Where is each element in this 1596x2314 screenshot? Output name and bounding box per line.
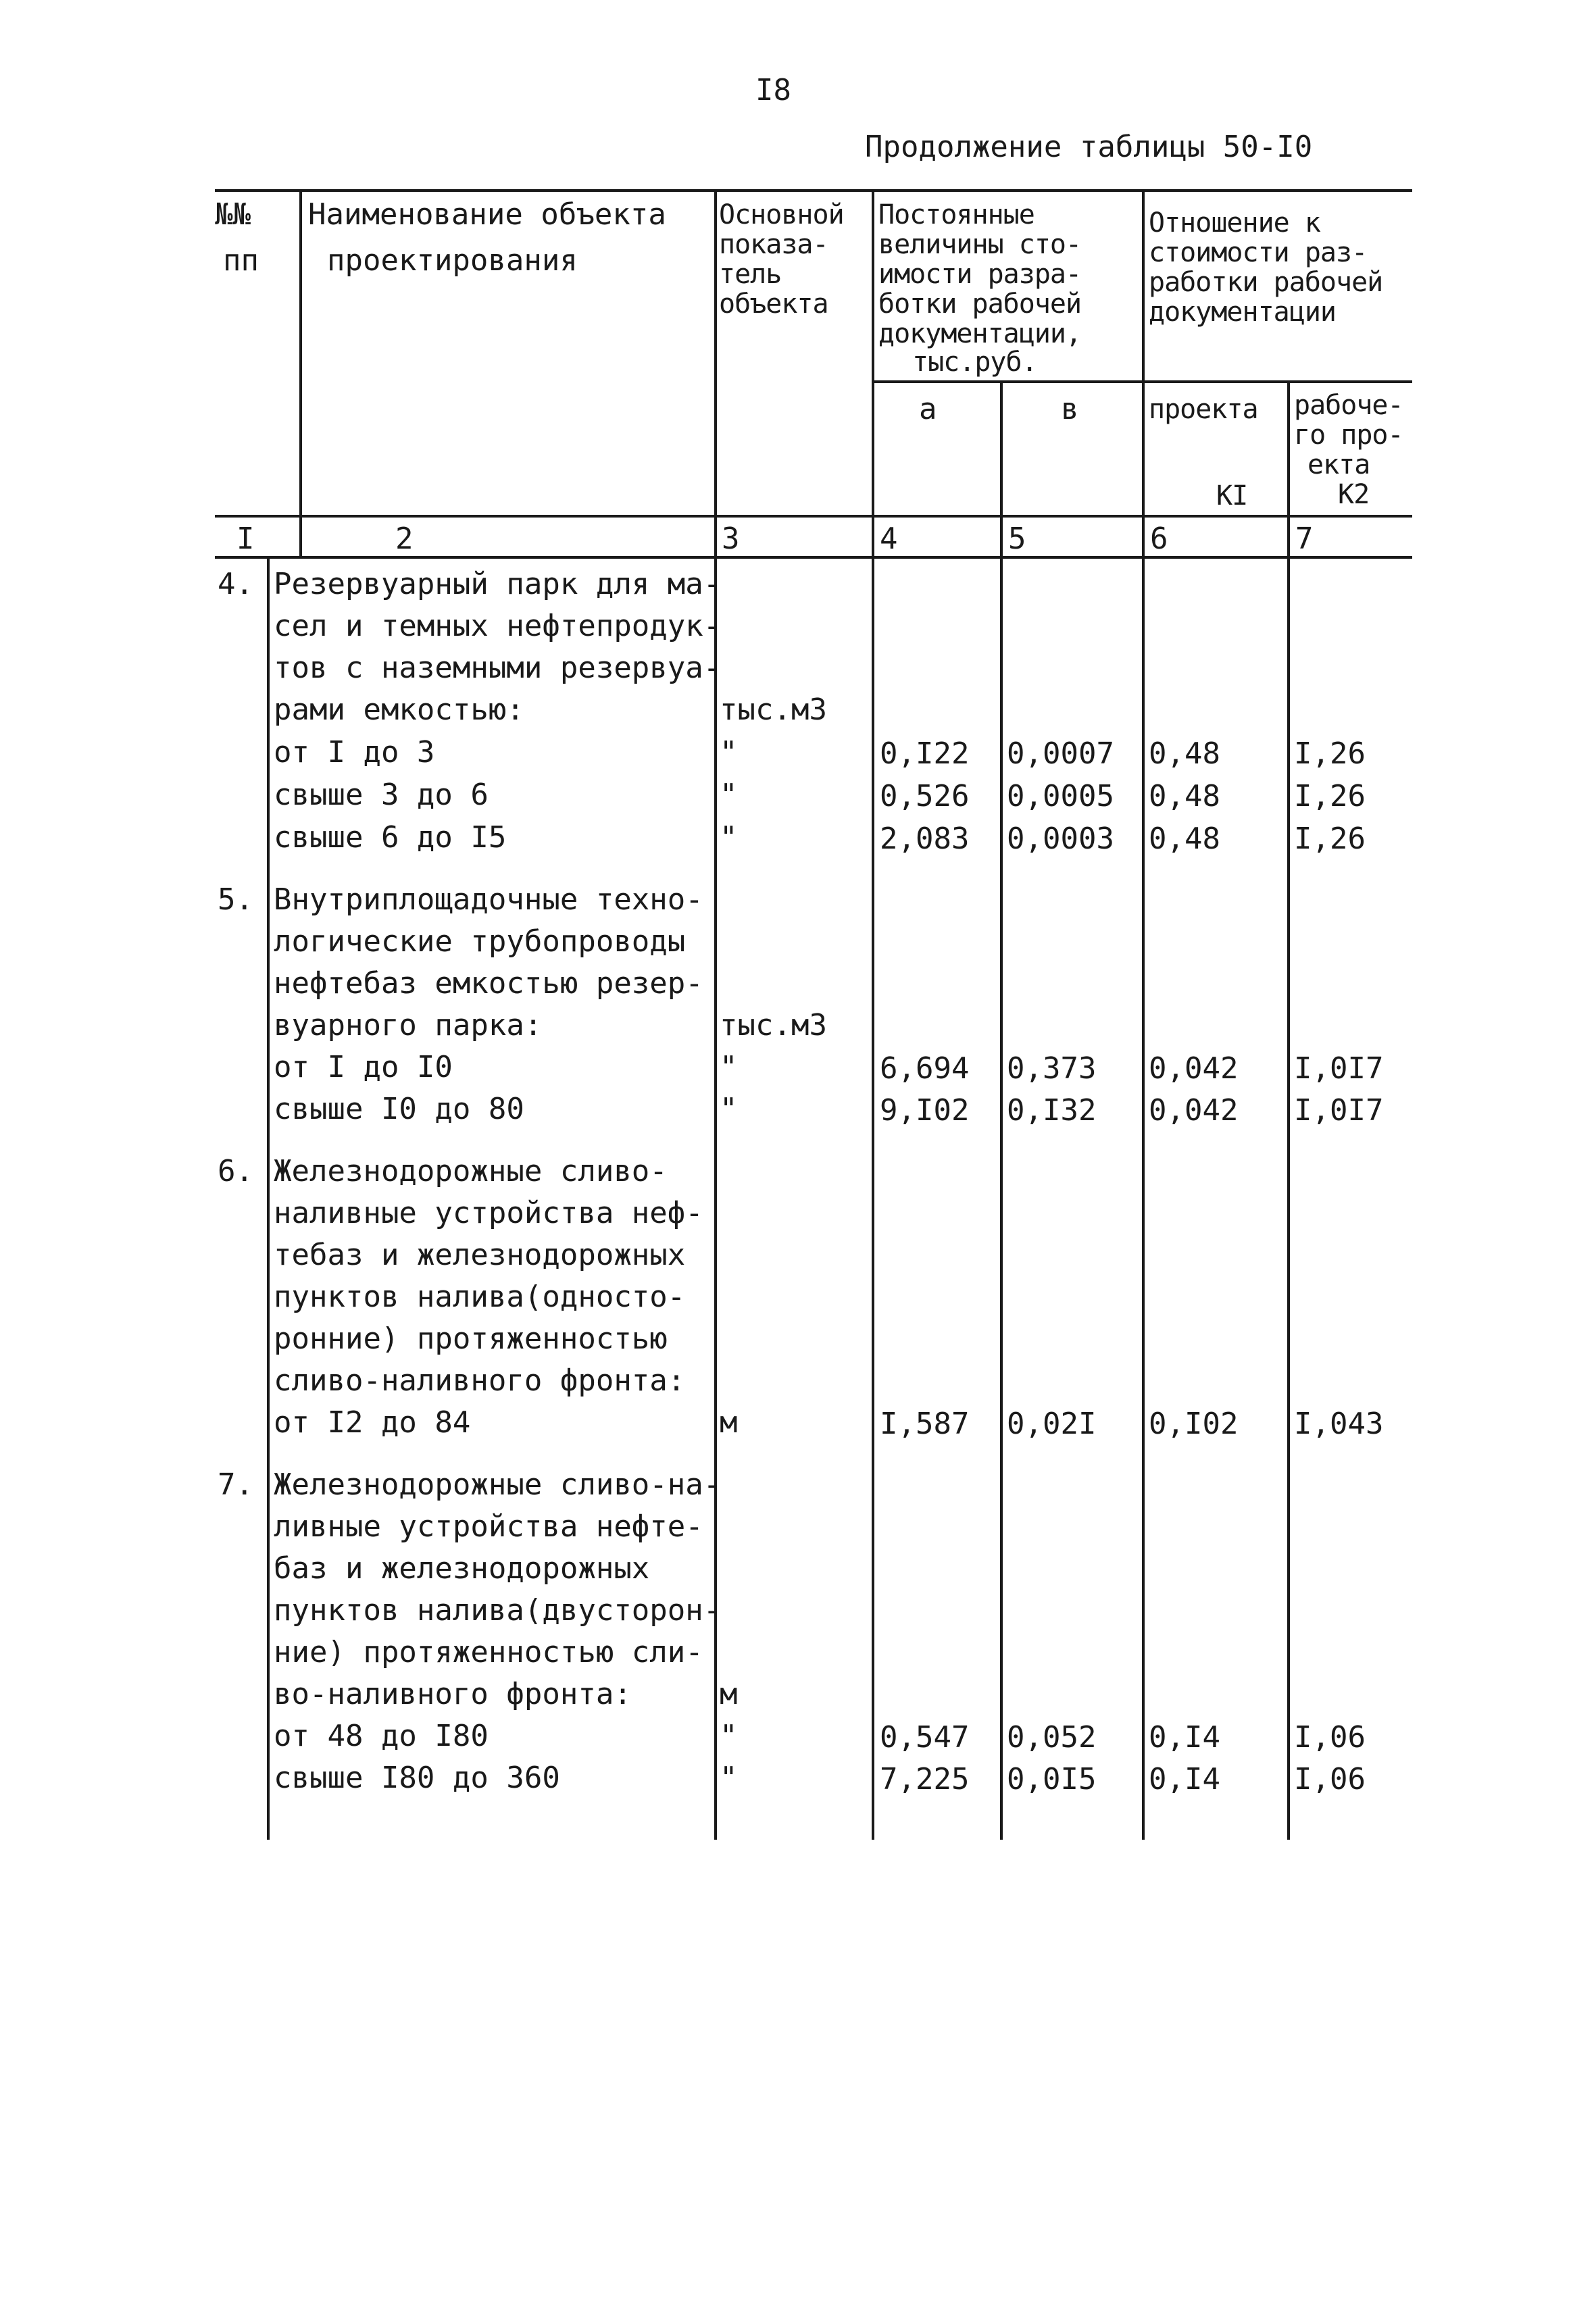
colnum-2: 2 (395, 522, 414, 556)
subrow-name: свыше I80 до 360 (274, 1761, 560, 1795)
header-col2-line1: Наименование объекта (308, 197, 666, 232)
header-col45-line1: Постоянные (878, 199, 1034, 230)
subrow-name: от 48 до I80 (274, 1719, 489, 1753)
value-k2: I,0I7 (1294, 1051, 1384, 1086)
header-col6-line2: КI (1216, 480, 1248, 511)
subrow-name: свыше 6 до I5 (274, 820, 507, 855)
header-col45-line4: ботки рабочей (878, 288, 1082, 320)
value-a: I,587 (880, 1407, 970, 1441)
row-number: 7. (218, 1467, 253, 1502)
value-k1: 0,I4 (1149, 1762, 1220, 1796)
row-name-line: Внутриплощадочные техно- (274, 882, 703, 917)
header-col67-line3: работки рабочей (1149, 267, 1383, 298)
header-col45-line3: имости разра- (878, 259, 1082, 290)
value-k1: 0,042 (1149, 1093, 1239, 1128)
value-b: 0,0005 (1007, 779, 1114, 813)
row-name-line: ливные устройства нефте- (274, 1509, 703, 1544)
colnum-7: 7 (1295, 522, 1314, 556)
value-k1: 0,48 (1149, 736, 1220, 771)
value-k2: I,26 (1294, 779, 1366, 813)
row-number: 5. (218, 882, 253, 917)
subrow-name: от I до I0 (274, 1050, 453, 1084)
row-name-line: нефтебаз емкостью резер- (274, 966, 703, 1001)
row-name-line: ние) протяженностью сли- (274, 1635, 703, 1669)
header-col5-b: в (1061, 392, 1079, 426)
header-col7-line4: К2 (1338, 479, 1370, 510)
value-k1: 0,48 (1149, 779, 1220, 813)
value-b: 0,0003 (1007, 822, 1114, 856)
row-name-line: Резервуарный парк для ма- (274, 567, 722, 601)
colnum-4: 4 (880, 522, 898, 556)
value-k2: I,26 (1294, 736, 1366, 771)
header-col45-line5: документации, (878, 318, 1082, 349)
table-continuation-caption: Продолжение таблицы 50-I0 (865, 130, 1313, 164)
value-b: 0,02I (1007, 1407, 1097, 1441)
row-number: 4. (218, 567, 253, 601)
row-name-line: ронние) протяженностью (274, 1322, 668, 1356)
value-a: 9,I02 (880, 1093, 970, 1128)
header-col7-line3: екта (1307, 449, 1370, 480)
header-col3-line1: Основной (719, 199, 844, 230)
row-name-line: сливо-наливного фронта: (274, 1363, 686, 1398)
colnum-6: 6 (1150, 522, 1168, 556)
value-b: 0,0I5 (1007, 1762, 1097, 1796)
header-col3-line2: показа- (719, 229, 828, 260)
colnum-1: I (236, 522, 255, 556)
subrow-unit: " (720, 820, 738, 855)
row-name-line: наливные устройства неф- (274, 1196, 703, 1230)
header-col2-line2: проектирования (327, 243, 578, 278)
row-unit: тыс.м3 (720, 693, 827, 727)
subrow-unit: " (720, 1050, 738, 1084)
row-name-line: пунктов налива(односто- (274, 1280, 686, 1314)
row-name-line: сел и темных нефтепродук- (274, 609, 722, 643)
value-a: 6,694 (880, 1051, 970, 1086)
row-number: 6. (218, 1154, 253, 1188)
row-unit: м (720, 1677, 738, 1711)
subrow-name: от I2 до 84 (274, 1405, 471, 1440)
row-name-line: Железнодорожные сливо-на- (274, 1467, 722, 1502)
row-unit: тыс.м3 (720, 1008, 827, 1042)
row-name-line: тебаз и железнодорожных (274, 1238, 686, 1272)
value-k2: I,0I7 (1294, 1093, 1384, 1128)
header-col4-a: а (919, 392, 937, 426)
value-k1: 0,042 (1149, 1051, 1239, 1086)
subrow-name: свыше 3 до 6 (274, 778, 489, 812)
header-col67-line4: документации (1149, 297, 1336, 328)
value-a: 2,083 (880, 822, 970, 856)
row-name-line: Железнодорожные сливо- (274, 1154, 668, 1188)
subrow-name: от I до 3 (274, 735, 435, 770)
colnum-3: 3 (722, 522, 740, 556)
row-name-line: во-наливного фронта: (274, 1677, 632, 1711)
value-k2: I,06 (1294, 1720, 1366, 1755)
value-k1: 0,I02 (1149, 1407, 1239, 1441)
header-col3-line3: тель (719, 259, 782, 290)
row-name-line: тов с наземными резервуа- (274, 651, 722, 685)
subrow-name: свыше I0 до 80 (274, 1092, 524, 1126)
subrow-unit: м (720, 1405, 738, 1440)
header-col7-line2: го про- (1294, 420, 1403, 451)
header-col67-line1: Отношение к (1149, 207, 1320, 238)
page-number: I8 (755, 73, 791, 107)
colnum-5: 5 (1008, 522, 1026, 556)
value-k1: 0,48 (1149, 822, 1220, 856)
value-k2: I,043 (1294, 1407, 1384, 1441)
subrow-unit: " (720, 778, 738, 812)
subrow-unit: " (720, 1092, 738, 1126)
row-name-line: логические трубопроводы (274, 924, 686, 959)
header-col45-line2: величины сто- (878, 229, 1082, 260)
subrow-unit: " (720, 1719, 738, 1753)
header-col1-line2: пп (223, 243, 259, 278)
value-b: 0,052 (1007, 1720, 1097, 1755)
header-col67-line2: стоимости раз- (1149, 237, 1368, 268)
row-name-line: пунктов налива(двусторон- (274, 1593, 722, 1628)
header-col6-line1: проекта (1149, 394, 1258, 425)
header-col45-line6: тыс.руб. (912, 347, 1037, 378)
subrow-unit: " (720, 1761, 738, 1795)
value-k2: I,26 (1294, 822, 1366, 856)
value-b: 0,0007 (1007, 736, 1114, 771)
header-col3-line4: объекта (719, 288, 828, 320)
subrow-unit: " (720, 735, 738, 770)
value-a: 0,547 (880, 1720, 970, 1755)
value-b: 0,373 (1007, 1051, 1097, 1086)
value-a: 0,526 (880, 779, 970, 813)
header-col1-line1: №№ (215, 197, 251, 232)
row-name-line: вуарного парка: (274, 1008, 543, 1042)
value-b: 0,I32 (1007, 1093, 1097, 1128)
value-k2: I,06 (1294, 1762, 1366, 1796)
row-name-line: рами емкостью: (274, 693, 524, 727)
value-k1: 0,I4 (1149, 1720, 1220, 1755)
row-name-line: баз и железнодорожных (274, 1551, 650, 1586)
value-a: 7,225 (880, 1762, 970, 1796)
header-col7-line1: рабоче- (1294, 390, 1403, 421)
value-a: 0,I22 (880, 736, 970, 771)
